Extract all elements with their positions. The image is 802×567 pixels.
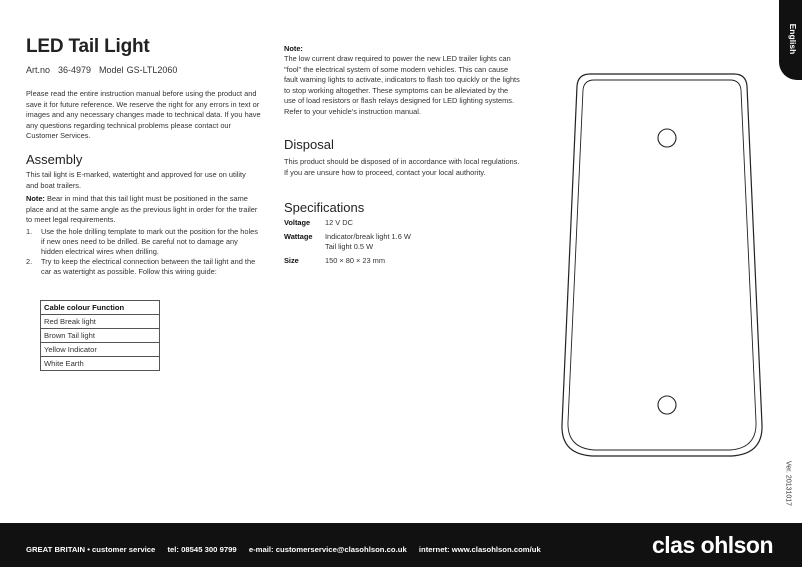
page-title: LED Tail Light <box>26 36 150 57</box>
spec-label: Voltage <box>284 218 311 227</box>
language-tab-label: English <box>788 23 798 55</box>
spec-value: 150 × 80 × 23 mm <box>325 256 385 265</box>
assembly-steps <box>26 227 260 277</box>
assembly-note <box>26 194 260 226</box>
spec-label: Size <box>284 256 299 265</box>
assembly-note-text: Bear in mind that this tail light must be positioned in the same place and at the same angle as the previous light in order for the trailer to meet legal requirements. <box>26 194 258 225</box>
intro-text: Please read the entire instruction manual before using the product and save it for future reference. We reserve the right for any errors in text or images and any necessary changes made to technical data. If you have any questions regarding technical problems please contact our Customer Services. <box>26 89 261 141</box>
cable-colour-table <box>40 300 160 371</box>
step-number: 1. <box>26 227 33 236</box>
table-row <box>41 329 160 343</box>
step-text: Try to keep the electrical connection between the tail light and the car as watertight as possible. Follow this wiring guide: <box>41 257 256 276</box>
list-item <box>26 227 260 257</box>
spec-value: Indicator/break light 1.6 W <box>325 232 411 241</box>
table-header-cable: Cable colour Function <box>41 301 128 315</box>
article-number <box>26 65 185 75</box>
list-item <box>26 257 260 277</box>
footer-country: GREAT BRITAIN • customer service <box>26 545 156 554</box>
clas-ohlson-logo: clas ohlson <box>652 532 774 558</box>
footer-tel: tel: 08545 300 9799 <box>167 545 237 554</box>
assembly-text: This tail light is E-marked, watertight and approved for use on utility and boat trailers. <box>26 170 246 190</box>
footer-email: e-mail: customerservice@clasohlson.co.uk <box>248 545 407 554</box>
template-outline <box>562 74 762 456</box>
version-label: Ver. 20131017 <box>784 460 792 507</box>
table-row <box>41 315 160 329</box>
art-no-value: 36-4979 <box>58 65 92 75</box>
step-text: Use the hole drilling template to mark out the position for the holes if new ones need to be drilled. Be careful not to damage any hidden electrical wires when drilling. <box>41 227 258 256</box>
table-cell: Brown Tail light <box>41 329 128 343</box>
drill-hole-bottom <box>658 396 676 414</box>
footer-contact <box>26 545 541 554</box>
drill-hole-top <box>658 129 676 147</box>
template-inner-outline <box>568 80 756 450</box>
step-number: 2. <box>26 257 33 266</box>
footer-internet: internet: www.clasohlson.com/uk <box>418 545 541 554</box>
table-row <box>41 343 160 357</box>
disposal-text: This product should be disposed of in accordance with local regulations. If you are unsure how to proceed, contact your local authority. <box>284 157 520 177</box>
note-text: The low current draw required to power the new LED trailer lights can "fool" the electrical system of some modern vehicles. This can cause fault warning lights to activate, indicators to flash too quickly or the lights to stop working altogether. These symptoms can be alleviated by the use of load resistors or flash relays designed for LED lighting systems. Refer to your vehicle's instruction manual. <box>284 54 520 116</box>
spec-label: Wattage <box>284 232 313 241</box>
table-cell: White Earth <box>41 357 128 371</box>
art-no-label: Art.no <box>26 65 51 75</box>
assembly-note-label: Note: <box>26 194 45 203</box>
drilling-template <box>560 70 765 470</box>
spec-value: 12 V DC <box>325 218 353 227</box>
specifications-heading: Specifications <box>284 200 365 215</box>
disposal-heading: Disposal <box>284 137 334 152</box>
model-value: GS-LTL2060 <box>126 65 178 75</box>
table-row <box>41 357 160 371</box>
table-header-row <box>41 301 160 315</box>
assembly-heading: Assembly <box>26 152 83 167</box>
table-header-function <box>127 301 159 315</box>
table-cell: Red Break light <box>41 315 128 329</box>
note-title: Note: <box>284 44 303 53</box>
spec-value: Tail light 0.5 W <box>325 242 374 251</box>
table-cell: Yellow Indicator <box>41 343 128 357</box>
model-label: Model <box>99 65 124 75</box>
